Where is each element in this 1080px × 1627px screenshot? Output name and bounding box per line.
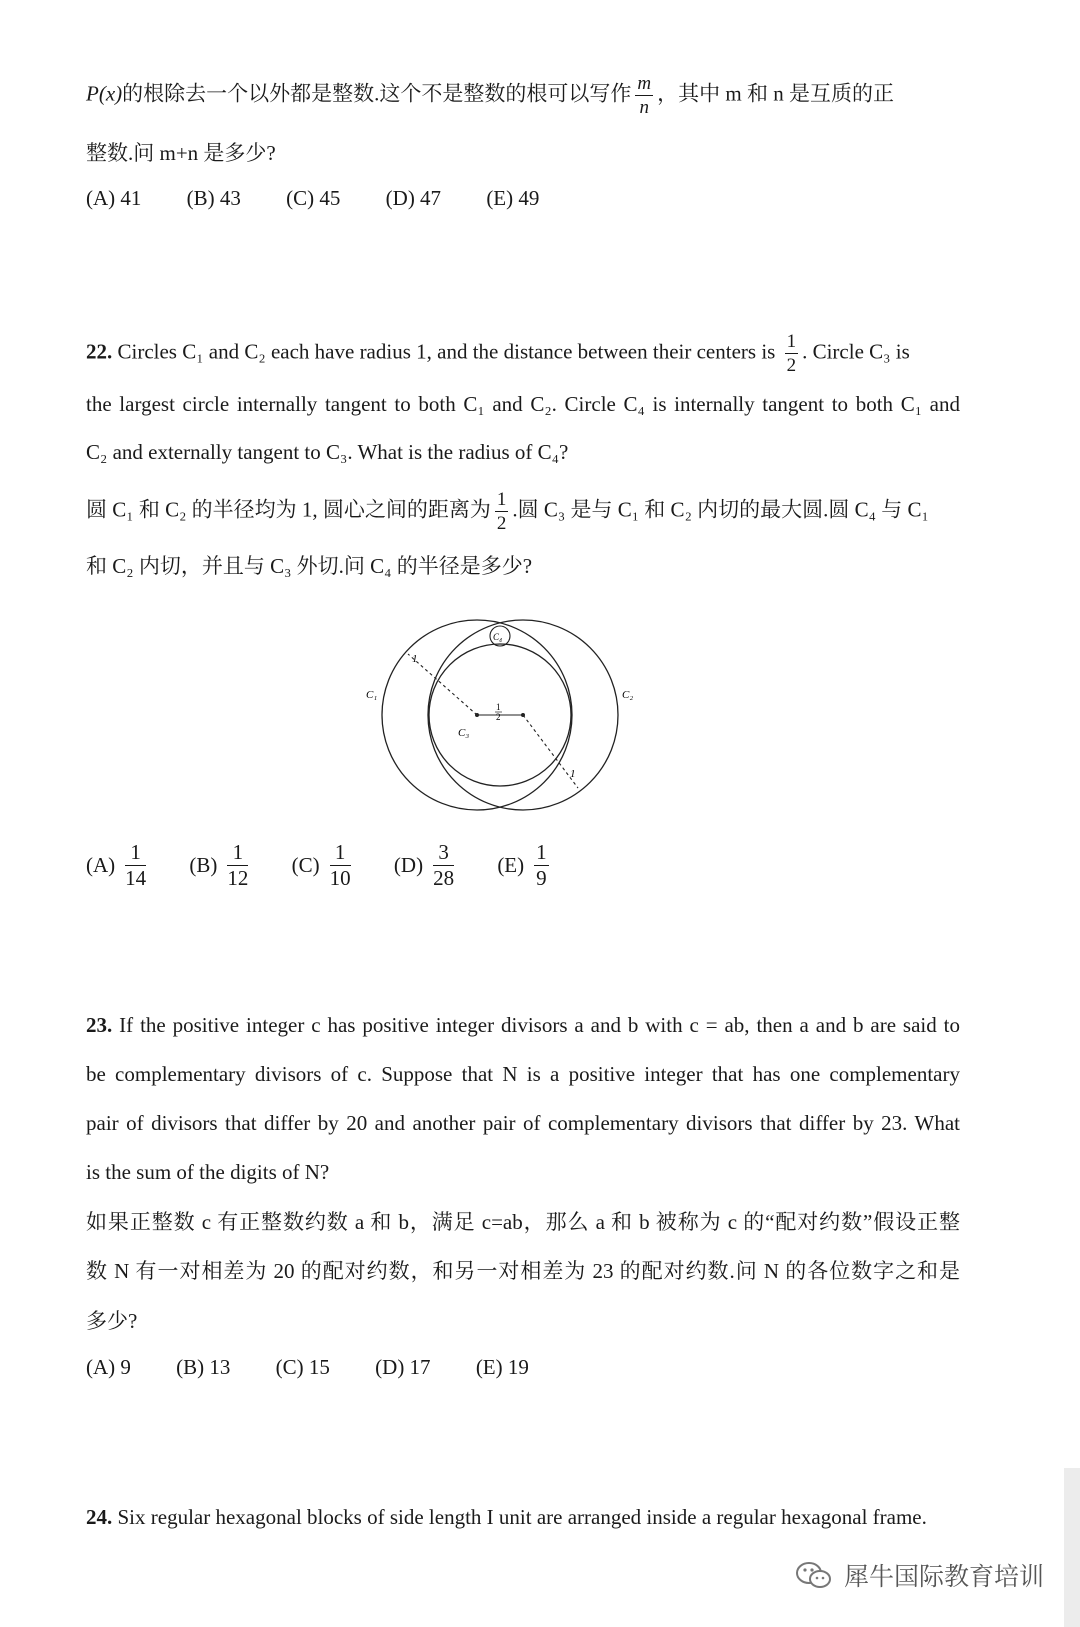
q23-en-line2: be complementary divisors of c. Suppose that N is a positive integer that has one complementary [86, 1062, 960, 1086]
q22-cn-line2: 和 C₂ 内切，并且与 C₃ 外切.问 C₄ 的半径是多少? [86, 554, 533, 578]
q24-en-line1 [86, 1505, 927, 1530]
q21-line1 [86, 74, 894, 117]
radius-label-2: 1 [570, 768, 576, 780]
q22-half-fraction: $\frac{1}{2}$ [786, 331, 797, 376]
q23-choice-c[interactable]: (C) 15 [275, 1355, 330, 1379]
q22-choice-b[interactable]: (B) $\frac{1}{12}$ [189, 840, 249, 890]
q22-cn-line1a: 圆 C₁ 和 C₂ 的半径均为 1, 圆心之间的距离为 [86, 497, 491, 522]
q22-choices [86, 842, 587, 889]
radius-label-1: 1 [412, 653, 418, 665]
q22-cn-line1 [86, 490, 929, 533]
q21-fraction: $\frac{m}{n}$ [637, 73, 652, 118]
q22-choice-a[interactable]: (A) $\frac{1}{14}$ [86, 840, 147, 890]
q22-en-line2: the largest circle internally tangent to both C₁ and C₂. Circle C₄ is internally tangent to both C₁ and [86, 392, 960, 416]
circles-diagram [366, 620, 670, 822]
q23-en-line3: pair of divisors that differ by 20 and another pair of complementary divisors that differ by 23. What [86, 1111, 960, 1135]
wechat-icon [794, 1560, 834, 1590]
q23-en-line4: is the sum of the digits of N? [86, 1160, 330, 1184]
q21-line2: 整数.问 m+n 是多少? [86, 141, 276, 165]
q24-en-line1-text: Six regular hexagonal blocks of side length I unit are arranged inside a regular hexagonal frame. [117, 1505, 927, 1529]
q22-choice-e[interactable]: (E) $\frac{1}{9}$ [497, 840, 547, 890]
q23-choice-d[interactable]: (D) 17 [375, 1355, 431, 1379]
q21-polynomial: P(x) [86, 81, 123, 106]
q23-number: 23. [86, 1013, 113, 1037]
q22-en-line1a: Circles C₁ and C₂ each have radius 1, and the distance between their centers is [117, 339, 776, 364]
q23-cn-line2: 数 N 有一对相差为 20 的配对约数，和另一对相差为 23 的配对约数.问 N 的各位数字之和是 [86, 1259, 960, 1283]
q21-choice-e[interactable]: (E) 49 [486, 186, 540, 210]
q23-en-line1-text: If the positive integer c has positive integer divisors a and b with c = ab, then a and b are said to [119, 1013, 961, 1037]
label-c3: C₃ [458, 727, 470, 739]
q21-choice-a[interactable]: (A) 41 [86, 186, 142, 210]
footer-watermark [794, 1557, 1044, 1593]
q22-en-line3: C₂ and externally tangent to C₃. What is the radius of C₄? [86, 440, 569, 464]
q22-cn-line1b: .圆 C₃ 是与 C₁ 和 C₂ 内切的最大圆.圆 C₄ 与 C₁ [512, 497, 929, 522]
q22-number: 22. [86, 339, 113, 364]
q22-en-line1b: . Circle C₃ is [802, 339, 910, 364]
q21-choices [86, 186, 579, 211]
q22-choice-d[interactable]: (D) $\frac{3}{28}$ [393, 840, 455, 890]
q22-en-line1 [86, 332, 910, 375]
q23-cn-line3: 多少? [86, 1309, 138, 1333]
distance-den: 2 [496, 712, 501, 722]
q24-number: 24. [86, 1505, 113, 1529]
q22-cn-half-fraction: $\frac{1}{2}$ [496, 489, 507, 534]
q21-choice-b[interactable]: (B) 43 [186, 186, 241, 210]
footer-brand: 犀牛国际教育培训 [843, 1562, 1044, 1591]
label-c4: C₄ [493, 632, 503, 642]
q23-choice-a[interactable]: (A) 9 [86, 1355, 131, 1379]
q23-cn-line1: 如果正整数 c 有正整数约数 a 和 b，满足 c=ab，那么 a 和 b 被称为 c 的“配对约数”假设正整 [86, 1210, 960, 1234]
q22-choice-c[interactable]: (C) $\frac{1}{10}$ [291, 840, 351, 890]
q21-line1-tail: ，其中 m 和 n 是互质的正 [657, 81, 894, 106]
scrollbar[interactable] [1064, 1468, 1080, 1627]
q21-choice-d[interactable]: (D) 47 [385, 186, 442, 210]
q23-choice-b[interactable]: (B) 13 [176, 1355, 231, 1379]
distance-num: 1 [496, 702, 501, 712]
q21-line1-text: 的根除去一个以外都是整数.这个不是整数的根可以写作 [122, 81, 632, 106]
radius-c1-dashed [408, 654, 477, 715]
q21-choice-c[interactable]: (C) 45 [286, 186, 341, 210]
label-c2: C₂ [622, 689, 634, 701]
q23-en-line1 [86, 1013, 960, 1038]
q23-choice-e[interactable]: (E) 19 [475, 1355, 529, 1379]
label-c1: C₁ [366, 689, 378, 701]
q23-choices [86, 1355, 569, 1380]
